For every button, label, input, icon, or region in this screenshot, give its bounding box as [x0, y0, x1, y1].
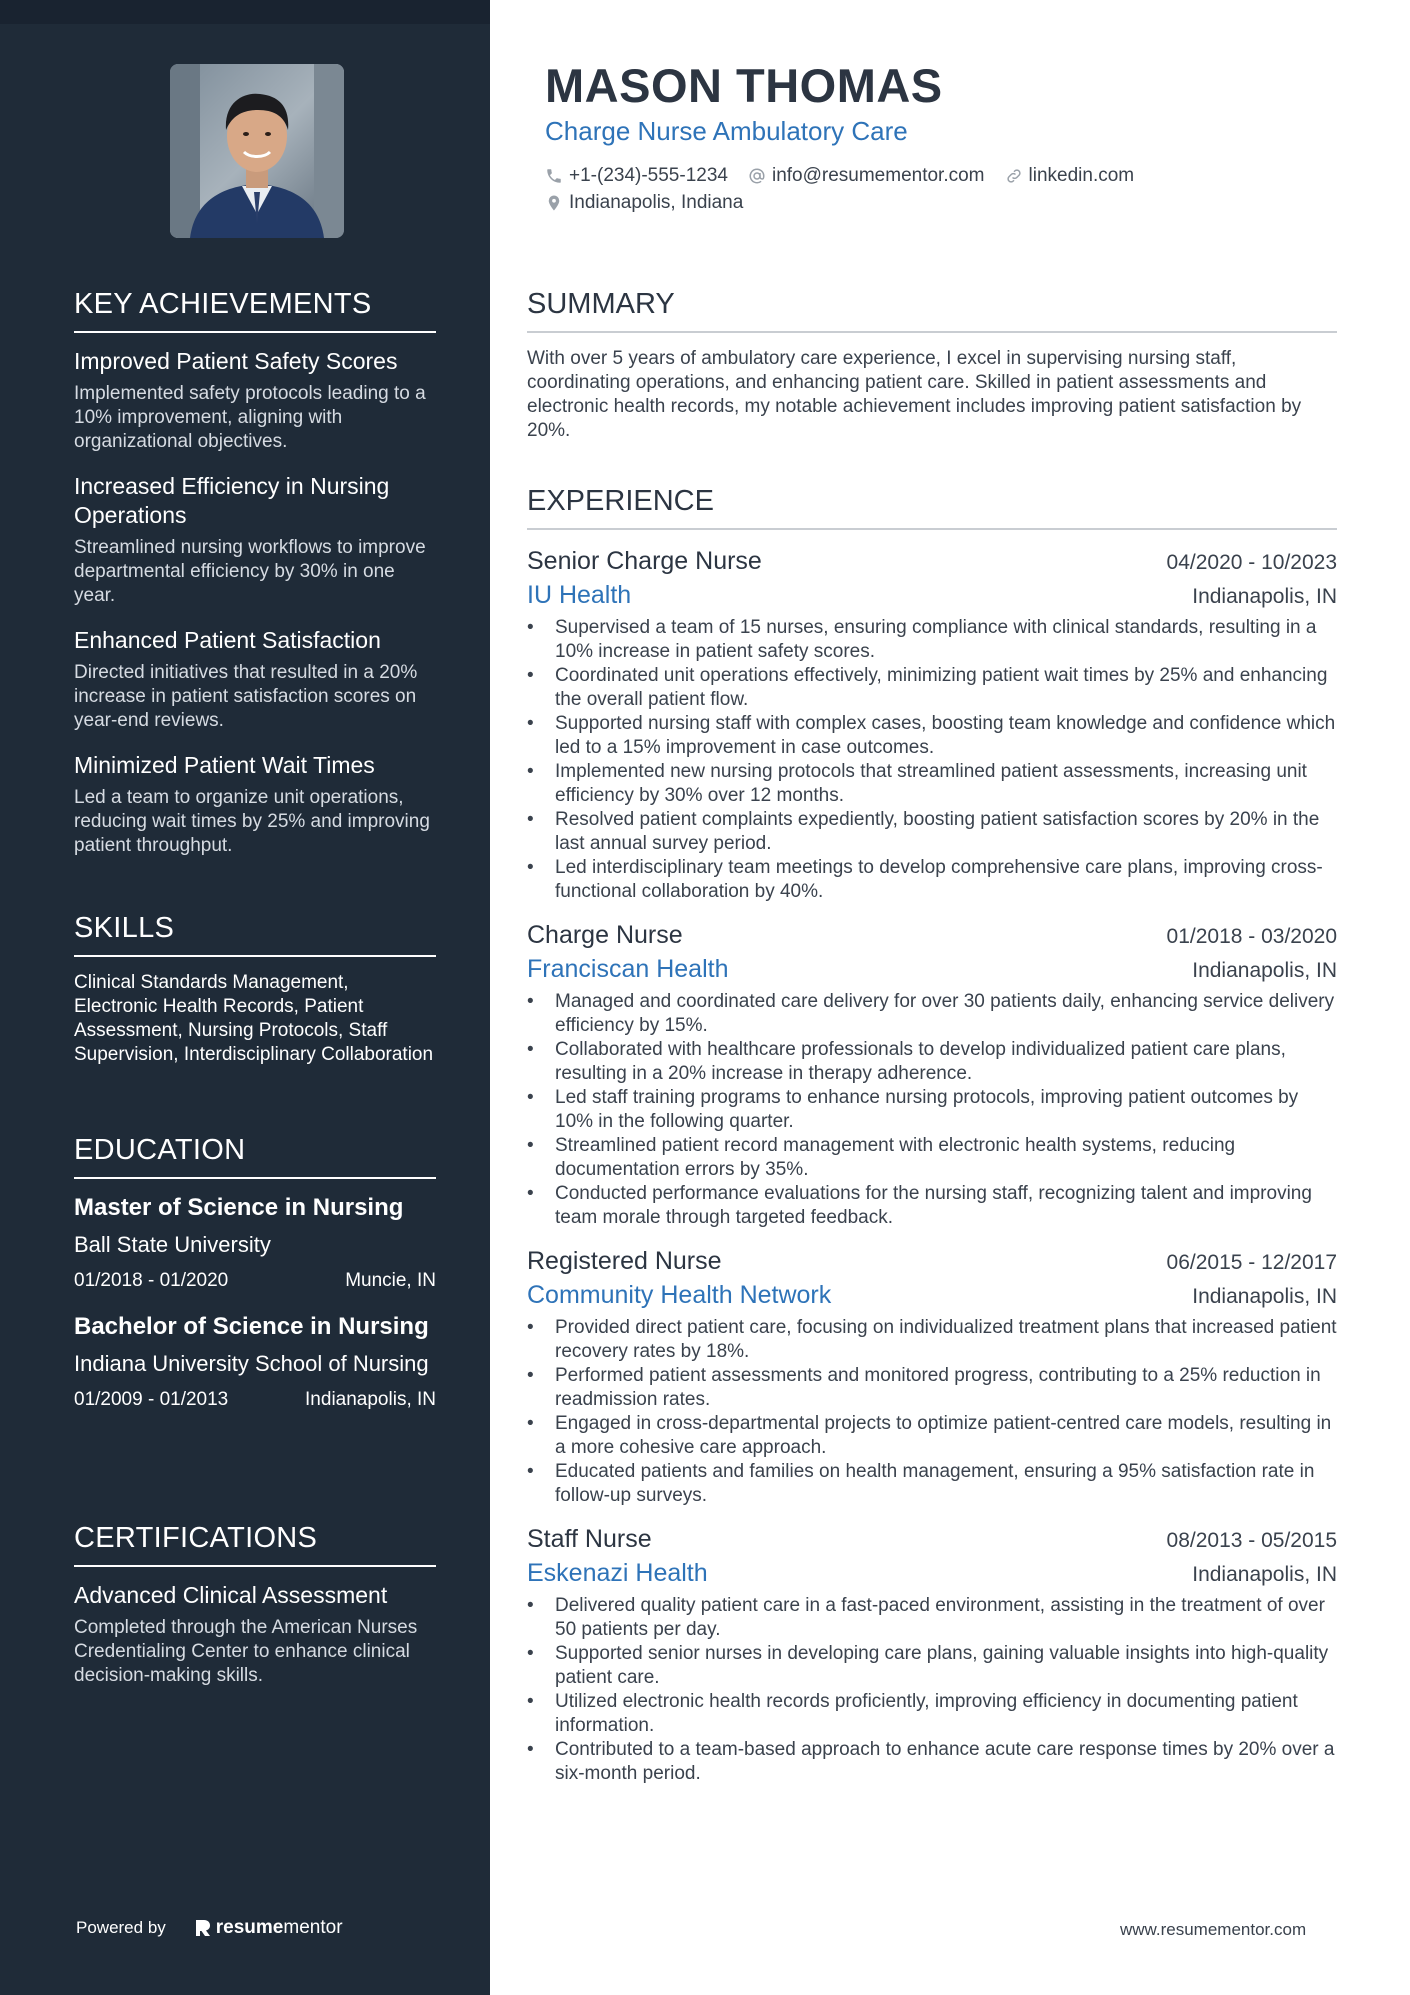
skills-section — [74, 912, 436, 1067]
job-company-row — [527, 578, 1337, 612]
job-location: Indianapolis, IN — [1192, 1285, 1337, 1308]
profile-photo — [170, 64, 344, 238]
list-item: • Streamlined patient record management with electronic health systems, reducing documentation errors by 35%. — [555, 1134, 1337, 1182]
degree-title: Master of Science in Nursing — [74, 1194, 404, 1221]
job-bullets — [527, 1316, 1337, 1508]
job-entry — [527, 1244, 1337, 1508]
achievement-description: Implemented safety protocols leading to a 10% improvement, aligning with organizational objectives. — [74, 383, 426, 452]
achievement-description: Led a team to organize unit operations, reducing wait times by 25% and improving patient throughput. — [74, 787, 430, 856]
job-entry — [527, 544, 1337, 904]
brand-mentor: mentor — [283, 1917, 343, 1938]
job-company-row — [527, 952, 1337, 986]
summary-section — [527, 288, 1337, 443]
list-item: • Coordinated unit operations effectively, minimizing patient wait times by 25% and enhancing the overall patient flow. — [555, 664, 1337, 712]
achievement-title: Enhanced Patient Satisfaction — [74, 627, 381, 653]
job-location: Indianapolis, IN — [1192, 585, 1337, 608]
list-item: • Conducted performance evaluations for the nursing staff, recognizing talent and improving team morale through targeted feedback. — [555, 1182, 1337, 1230]
list-item: • Led staff training programs to enhance nursing protocols, improving patient outcomes by 10% in the following quarter. — [555, 1086, 1337, 1134]
job-entry — [527, 918, 1337, 1230]
list-item: • Provided direct patient care, focusing on individualized treatment plans that increased patient recovery rates by 18%. — [555, 1316, 1337, 1364]
list-item: • Utilized electronic health records proficiently, improving efficiency in documenting patient information. — [555, 1690, 1337, 1738]
list-item: • Delivered quality patient care in a fast-paced environment, assisting in the treatment of over 50 patients per day. — [555, 1594, 1337, 1642]
education-item — [74, 1193, 436, 1294]
achievement-title: Increased Efficiency in Nursing Operations — [74, 473, 390, 528]
experience-section — [527, 485, 1337, 1800]
skills-heading: SKILLS — [74, 912, 436, 957]
education-meta — [74, 1268, 436, 1294]
achievement-item — [74, 626, 436, 733]
phone-number: +1-(234)-555-1234 — [569, 165, 728, 186]
job-dates: 04/2020 - 10/2023 — [1166, 551, 1337, 574]
job-bullets — [527, 1594, 1337, 1786]
job-dates: 06/2015 - 12/2017 — [1166, 1251, 1337, 1274]
certification-description: Completed through the American Nurses Credentialing Center to enhance clinical decision-making skills. — [74, 1617, 418, 1686]
phone-contact[interactable] — [545, 165, 728, 187]
job-bullets — [527, 990, 1337, 1230]
list-item: • Educated patients and families on health management, ensuring a 95% satisfaction rate in follow-up surveys. — [555, 1460, 1337, 1508]
resumementor-logo[interactable] — [194, 1917, 343, 1939]
list-item: • Resolved patient complaints expediently, boosting patient satisfaction scores by 20% in the last annual survey period. — [555, 808, 1337, 856]
list-item: • Supervised a team of 15 nurses, ensuring compliance with clinical standards, resulting in a 10% increase in patient safety scores. — [555, 616, 1337, 664]
degree-title: Bachelor of Science in Nursing — [74, 1313, 429, 1340]
education-section — [74, 1134, 436, 1431]
powered-by-footer — [76, 1917, 343, 1939]
education-location: Indianapolis, IN — [305, 1389, 436, 1410]
list-item: • Contributed to a team-based approach to enhance acute care response times by 20% over a six-month period. — [555, 1738, 1337, 1786]
job-company-row — [527, 1556, 1337, 1590]
candidate-name: MASON THOMAS — [545, 59, 943, 112]
job-title: Staff Nurse — [527, 1525, 652, 1553]
job-company: Community Health Network — [527, 1281, 832, 1309]
summary-heading: SUMMARY — [527, 288, 1337, 333]
list-item: • Performed patient assessments and monitored progress, contributing to a 25% reduction in readmission rates. — [555, 1364, 1337, 1412]
email-address: info@resumementor.com — [771, 165, 985, 186]
experience-heading: EXPERIENCE — [527, 485, 1337, 530]
location-pin-icon — [545, 194, 563, 212]
contact-row — [545, 165, 1154, 187]
achievement-item — [74, 347, 436, 454]
brand-resume: resume — [215, 1917, 284, 1938]
job-title: Senior Charge Nurse — [527, 547, 762, 575]
job-title-row — [527, 1522, 1337, 1556]
school-name: Indiana University School of Nursing — [74, 1351, 429, 1376]
list-item: • Collaborated with healthcare professionals to develop individualized patient care plans, resulting in a 20% increase in therapy adherence. — [555, 1038, 1337, 1086]
candidate-title: Charge Nurse Ambulatory Care — [545, 116, 908, 146]
job-bullets — [527, 616, 1337, 904]
skills-list: Clinical Standards Management, Electronic Health Records, Patient Assessment, Nursing Protocols, Staff Supervision, Interdisciplinary Collaboration — [74, 972, 434, 1065]
resumementor-logo-icon — [194, 1918, 212, 1938]
education-dates: 01/2009 - 01/2013 — [74, 1389, 229, 1410]
job-company: Franciscan Health — [527, 955, 729, 983]
achievement-item — [74, 472, 436, 608]
powered-by-label: Powered by — [76, 1918, 166, 1937]
list-item: • Supported nursing staff with complex cases, boosting team knowledge and confidence which led to a 15% improvement in case outcomes. — [555, 712, 1337, 760]
achievement-description: Directed initiatives that resulted in a 20% increase in patient satisfaction scores on year-end reviews. — [74, 662, 418, 731]
job-company-row — [527, 1278, 1337, 1312]
website-link[interactable]: www.resumementor.com — [1120, 1920, 1307, 1939]
achievement-item — [74, 751, 436, 858]
education-item — [74, 1312, 436, 1413]
education-heading: EDUCATION — [74, 1134, 436, 1179]
key-achievements-heading: KEY ACHIEVEMENTS — [74, 288, 436, 333]
education-dates: 01/2018 - 01/2020 — [74, 1270, 229, 1291]
education-location: Muncie, IN — [345, 1270, 436, 1291]
certifications-heading: CERTIFICATIONS — [74, 1522, 436, 1567]
job-title-row — [527, 1244, 1337, 1278]
list-item: • Managed and coordinated care delivery for over 30 patients daily, enhancing service delivery efficiency by 15%. — [555, 990, 1337, 1038]
job-title: Charge Nurse — [527, 921, 683, 949]
list-item: • Supported senior nurses in developing care plans, gaining valuable insights into high-quality patient care. — [555, 1642, 1337, 1690]
key-achievements-section — [74, 288, 436, 876]
location-contact — [545, 192, 743, 214]
location-text: Indianapolis, Indiana — [569, 192, 744, 213]
list-item: • Implemented new nursing protocols that streamlined patient assessments, increasing unit efficiency by 30% over 12 months. — [555, 760, 1337, 808]
sidebar-top-bar — [0, 0, 490, 24]
list-item: • Led interdisciplinary team meetings to develop comprehensive care plans, improving cross-functional collaboration by 40%. — [555, 856, 1337, 904]
certification-item — [74, 1581, 436, 1688]
job-title-row — [527, 918, 1337, 952]
location-row — [545, 192, 763, 214]
achievement-title: Minimized Patient Wait Times — [74, 752, 375, 778]
phone-icon — [545, 167, 563, 185]
job-dates: 01/2018 - 03/2020 — [1166, 925, 1337, 948]
school-name: Ball State University — [74, 1232, 271, 1257]
at-sign-icon — [748, 167, 766, 185]
job-title: Registered Nurse — [527, 1247, 722, 1275]
job-location: Indianapolis, IN — [1192, 959, 1337, 982]
link-icon — [1005, 167, 1023, 185]
certifications-section — [74, 1522, 436, 1706]
education-meta — [74, 1387, 436, 1413]
job-company: Eskenazi Health — [527, 1559, 708, 1587]
sidebar — [0, 0, 490, 1995]
job-company: IU Health — [527, 581, 632, 609]
linkedin-contact[interactable] — [1005, 165, 1135, 187]
job-location: Indianapolis, IN — [1192, 1563, 1337, 1586]
job-dates: 08/2013 - 05/2015 — [1166, 1529, 1337, 1552]
summary-text: With over 5 years of ambulatory care experience, I excel in supervising nursing staff, coordinating operations, and enhancing patient care. Skilled in patient assessments and electronic health records, my notable achievement includes improving patient satisfaction by 20%. — [527, 348, 1302, 441]
list-item: • Engaged in cross-departmental projects to optimize patient-centred care models, resulting in a more cohesive care approach. — [555, 1412, 1337, 1460]
job-title-row — [527, 544, 1337, 578]
job-entry — [527, 1522, 1337, 1786]
achievement-description: Streamlined nursing workflows to improve departmental efficiency by 30% in one year. — [74, 537, 426, 606]
achievement-title: Improved Patient Safety Scores — [74, 348, 398, 374]
email-contact[interactable] — [748, 165, 985, 187]
certification-title: Advanced Clinical Assessment — [74, 1582, 388, 1608]
linkedin-link: linkedin.com — [1028, 165, 1135, 186]
